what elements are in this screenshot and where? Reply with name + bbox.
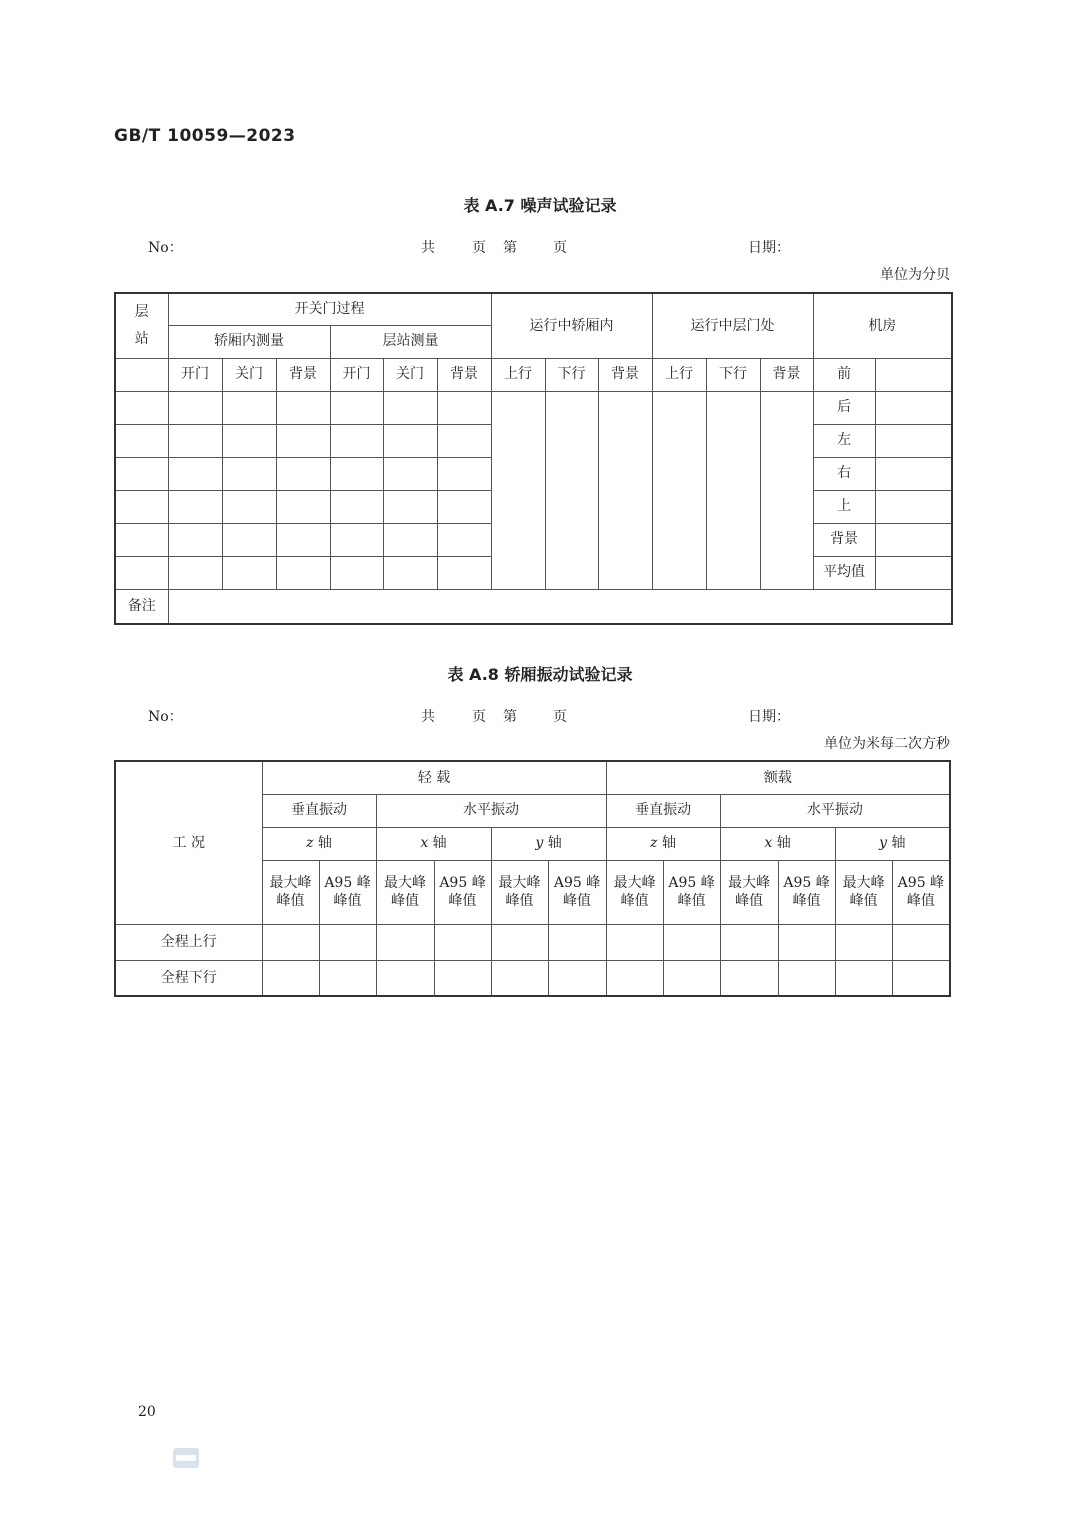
data-cell (892, 960, 950, 996)
data-cell (598, 391, 652, 589)
table-a8-di: 第 (503, 709, 517, 725)
remarks-cell (168, 589, 952, 624)
data-cell (875, 490, 952, 523)
light-load-header: 轻 载 (262, 761, 606, 794)
landing-measure-header: 层站测量 (330, 325, 491, 358)
header-cell (115, 358, 168, 391)
a95-peak-header: A95 峰 峰值 (548, 860, 606, 924)
data-cell (115, 391, 168, 424)
table-a7-gong: 共 (421, 240, 435, 256)
landing-background-header: 背景 (437, 358, 491, 391)
data-cell (115, 556, 168, 589)
data-cell (778, 960, 835, 996)
data-cell (319, 960, 376, 996)
data-cell (437, 457, 491, 490)
max-peak-header: 最大峰 峰值 (491, 860, 548, 924)
data-cell (376, 924, 434, 960)
data-cell (222, 457, 276, 490)
data-cell (222, 424, 276, 457)
data-cell (875, 556, 952, 589)
data-cell (778, 924, 835, 960)
data-cell (491, 924, 548, 960)
data-cell (434, 960, 491, 996)
data-cell (383, 523, 437, 556)
data-cell (276, 556, 330, 589)
landing-close-header: 关门 (383, 358, 437, 391)
data-cell (663, 924, 720, 960)
data-cell (115, 457, 168, 490)
data-cell (383, 490, 437, 523)
data-cell (606, 960, 663, 996)
machine-room-row-label: 后 (813, 391, 875, 424)
table-a8-no-label: No： (148, 709, 183, 725)
floor-header: 层站 (115, 293, 168, 358)
door-process-header: 开关门过程 (168, 293, 491, 325)
data-cell (222, 556, 276, 589)
data-cell (376, 960, 434, 996)
rated-load-header: 额载 (606, 761, 950, 794)
data-cell (437, 556, 491, 589)
data-cell (168, 391, 222, 424)
machine-room-row-label: 上 (813, 490, 875, 523)
table-a7-title: 表 A.7 噪声试验记录 (463, 196, 617, 215)
car-running-background-header: 背景 (598, 358, 652, 391)
max-peak-header: 最大峰 峰值 (835, 860, 892, 924)
table-a8-gong: 共 (421, 709, 435, 725)
car-vibration-table (114, 760, 951, 997)
table-a7-ye2: 页 (553, 240, 567, 256)
data-cell (760, 391, 813, 589)
data-cell (276, 490, 330, 523)
row-label-full-up: 全程上行 (115, 924, 262, 960)
data-cell (652, 391, 706, 589)
max-peak-header: 最大峰 峰值 (606, 860, 663, 924)
table-a7-date-label: 日期： (748, 240, 790, 256)
door-down-header: 下行 (706, 358, 760, 391)
data-cell (222, 490, 276, 523)
data-cell (875, 424, 952, 457)
data-cell (276, 424, 330, 457)
table-a7-di: 第 (503, 240, 517, 256)
data-cell (548, 960, 606, 996)
watermark-logo-icon (172, 1446, 200, 1470)
a95-peak-header: A95 峰 峰值 (663, 860, 720, 924)
max-peak-header: 最大峰 峰值 (376, 860, 434, 924)
data-cell (875, 391, 952, 424)
data-cell (276, 523, 330, 556)
car-down-header: 下行 (545, 358, 598, 391)
light-y-axis-header: y 轴 (491, 827, 606, 860)
door-running-background-header: 背景 (760, 358, 813, 391)
max-peak-header: 最大峰 峰值 (262, 860, 319, 924)
machine-room-row-label: 平均值 (813, 556, 875, 589)
table-a8-ye: 页 (472, 709, 486, 725)
machine-room-row-label: 背景 (813, 523, 875, 556)
data-cell (437, 424, 491, 457)
data-cell (330, 490, 383, 523)
data-cell (383, 424, 437, 457)
data-cell (115, 523, 168, 556)
light-horizontal-header: 水平振动 (376, 794, 606, 827)
light-x-axis-header: x 轴 (376, 827, 491, 860)
max-peak-header: 最大峰 峰值 (720, 860, 778, 924)
row-label-full-down: 全程下行 (115, 960, 262, 996)
rated-z-axis-header: z 轴 (606, 827, 720, 860)
table-a8-unit: 单位为米每二次方秒 (824, 736, 950, 752)
data-cell (276, 391, 330, 424)
door-up-header: 上行 (652, 358, 706, 391)
table-a8-title: 表 A.8 轿厢振动试验记录 (447, 665, 633, 684)
page-number: 20 (138, 1404, 156, 1420)
data-cell (706, 391, 760, 589)
data-cell (168, 490, 222, 523)
data-cell (330, 523, 383, 556)
car-open-header: 开门 (168, 358, 222, 391)
rated-horizontal-header: 水平振动 (720, 794, 950, 827)
data-cell (168, 424, 222, 457)
table-a7-no-label: No： (148, 240, 183, 256)
data-cell (491, 391, 545, 589)
data-cell (434, 924, 491, 960)
rated-vertical-header: 垂直振动 (606, 794, 720, 827)
data-cell (892, 924, 950, 960)
data-cell (383, 556, 437, 589)
a95-peak-header: A95 峰 峰值 (778, 860, 835, 924)
data-cell (168, 556, 222, 589)
a95-peak-header: A95 峰 峰值 (319, 860, 376, 924)
data-cell (222, 391, 276, 424)
light-z-axis-header: z 轴 (262, 827, 376, 860)
landing-open-header: 开门 (330, 358, 383, 391)
car-measure-header: 轿厢内测量 (168, 325, 330, 358)
data-cell (835, 924, 892, 960)
condition-header: 工 况 (115, 761, 262, 924)
data-cell (383, 457, 437, 490)
machine-room-row-label: 前 (813, 358, 875, 391)
data-cell (330, 457, 383, 490)
noise-test-table (114, 292, 953, 625)
data-cell (875, 358, 952, 391)
data-cell (383, 391, 437, 424)
data-cell (330, 424, 383, 457)
machine-room-row-label: 左 (813, 424, 875, 457)
data-cell (262, 960, 319, 996)
data-cell (720, 924, 778, 960)
data-cell (663, 960, 720, 996)
table-a8-ye2: 页 (553, 709, 567, 725)
light-vertical-header: 垂直振动 (262, 794, 376, 827)
data-cell (222, 523, 276, 556)
data-cell (545, 391, 598, 589)
data-cell (875, 523, 952, 556)
machine-room-row-label: 右 (813, 457, 875, 490)
data-cell (168, 523, 222, 556)
car-up-header: 上行 (491, 358, 545, 391)
data-cell (437, 391, 491, 424)
data-cell (437, 490, 491, 523)
data-cell (835, 960, 892, 996)
running-in-car-header: 运行中轿厢内 (491, 293, 652, 358)
data-cell (437, 523, 491, 556)
data-cell (330, 556, 383, 589)
data-cell (115, 424, 168, 457)
car-close-header: 关门 (222, 358, 276, 391)
data-cell (276, 457, 330, 490)
standard-code: GB/T 10059—2023 (114, 126, 296, 146)
data-cell (606, 924, 663, 960)
data-cell (548, 924, 606, 960)
table-a8-date-label: 日期： (748, 709, 790, 725)
data-cell (875, 457, 952, 490)
rated-x-axis-header: x 轴 (720, 827, 835, 860)
remarks-label: 备注 (115, 589, 168, 624)
table-a7-ye: 页 (472, 240, 486, 256)
data-cell (262, 924, 319, 960)
rated-y-axis-header: y 轴 (835, 827, 950, 860)
car-background-header: 背景 (276, 358, 330, 391)
data-cell (168, 457, 222, 490)
machine-room-header: 机房 (813, 293, 952, 358)
data-cell (491, 960, 548, 996)
table-a7-unit: 单位为分贝 (880, 267, 950, 283)
data-cell (720, 960, 778, 996)
a95-peak-header: A95 峰 峰值 (892, 860, 950, 924)
data-cell (330, 391, 383, 424)
running-at-door-header: 运行中层门处 (652, 293, 813, 358)
data-cell (319, 924, 376, 960)
data-cell (115, 490, 168, 523)
a95-peak-header: A95 峰 峰值 (434, 860, 491, 924)
